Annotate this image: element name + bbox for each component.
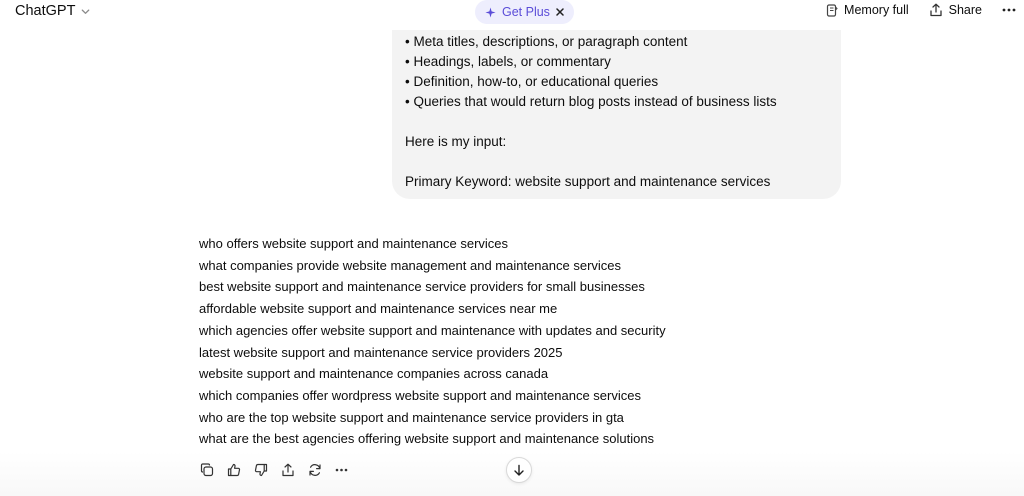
answer-line: what are the best agencies offering website support and maintenance solutions [199,431,655,447]
more-icon [335,468,348,472]
model-selector[interactable] [15,3,91,19]
thumbs-up-icon [227,463,241,477]
share-response-button[interactable] [277,459,298,480]
memory-full-button[interactable] [826,3,909,17]
user-bullet-line: • Definition, how-to, or educational queries [405,74,659,89]
more-icon [1002,8,1016,12]
spacer [405,152,827,172]
header-actions [826,3,1016,17]
sparkle-icon [485,7,496,18]
user-input-intro: Here is my input: [405,134,507,149]
share-button[interactable] [929,3,982,17]
top-bar [0,0,1024,30]
share-icon [929,3,943,17]
user-message-bubble [392,28,841,199]
answer-line: who are the top website support and maintenance service providers in gta [199,409,624,425]
answer-line: who offers website support and maintenance services [199,236,509,251]
regenerate-icon [308,463,322,477]
user-bullet-line: • Queries that would return blog posts instead of business lists [405,94,777,109]
get-plus-label: Get Plus [502,5,550,19]
thumbs-down-button[interactable] [250,459,271,480]
app-title: ChatGPT [15,3,76,19]
memory-icon [826,4,838,17]
more-actions-button[interactable] [331,459,352,480]
assistant-message [199,233,819,450]
thumbs-up-button[interactable] [223,459,244,480]
more-options-button[interactable] [1002,8,1016,12]
answer-line: best website support and maintenance service providers for small businesses [199,279,645,295]
answer-line: which companies offer wordpress website support and maintenance services [199,387,641,403]
copy-icon [200,463,214,477]
answer-line: website support and maintenance companies across canada [199,366,549,382]
answer-line: latest website support and maintenance service providers 2025 [199,344,563,360]
user-bullet-line: • Headings, labels, or commentary [405,54,611,69]
regenerate-button[interactable] [304,459,325,480]
answer-line: affordable website support and maintenance services near me [199,301,558,317]
user-keyword-line: Primary Keyword: website support and maintenance services [405,174,771,189]
close-icon[interactable] [556,8,564,16]
share-icon [281,463,295,477]
copy-button[interactable] [196,459,217,480]
thumbs-down-icon [254,463,268,477]
chevron-down-icon [80,6,91,17]
share-label: Share [948,3,982,17]
message-actions [196,459,352,480]
user-bullet-line: • Meta titles, descriptions, or paragraph content [405,34,688,49]
scroll-to-bottom-button[interactable] [506,457,532,483]
answer-line: which agencies offer website support and maintenance with updates and security [199,322,666,338]
memory-label: Memory full [844,3,909,17]
spacer [405,112,827,132]
arrow-down-icon [513,464,525,477]
answer-line: what companies provide website management and maintenance services [199,257,622,273]
get-plus-button[interactable] [475,0,574,24]
